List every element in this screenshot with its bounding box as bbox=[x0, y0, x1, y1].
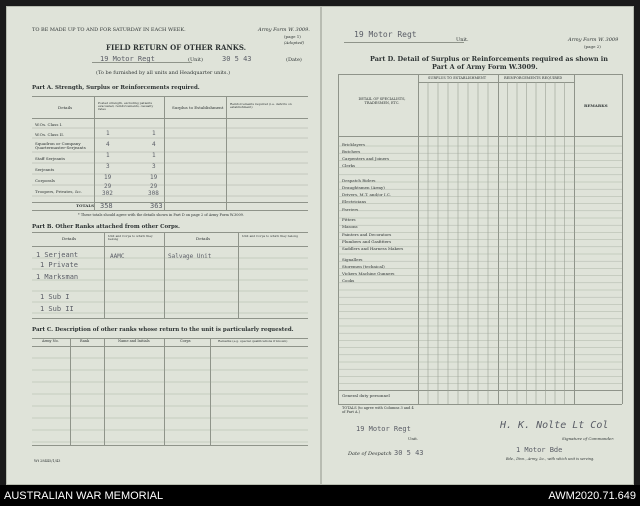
totals-value: 363 bbox=[150, 202, 163, 210]
part-a-header-reinforcements: Reinforcements required (i.e. deficits on establishment) bbox=[230, 102, 292, 109]
trade-row: Fitters bbox=[342, 217, 356, 222]
part-b-entry: 1 Sub I bbox=[40, 293, 70, 301]
bottom-unit-handwritten: 19 Motor Regt bbox=[356, 425, 411, 433]
trade-row: Signallers bbox=[342, 257, 363, 262]
formation-label: Bde., Divn., Army, &c., with which unit is serving. bbox=[506, 457, 595, 461]
part-a-header-details: Details bbox=[58, 105, 73, 110]
part-a-header-surplus: Surplus to Establishment bbox=[172, 105, 224, 110]
part-a-value-2: 29 bbox=[150, 183, 158, 190]
part-c-header: Corps bbox=[180, 339, 191, 343]
part-d-subtitle: Part A of Army Form W.3009. bbox=[432, 63, 538, 71]
part-b-corps: AAMC bbox=[110, 253, 125, 260]
unit-label: (Unit) bbox=[188, 57, 203, 63]
part-a-value-2: 4 bbox=[152, 141, 156, 148]
part-b-header: Unit and Corps to which they belong bbox=[108, 234, 153, 241]
right-unit-handwritten: 19 Motor Regt bbox=[354, 30, 417, 39]
totals-label: TOTALS bbox=[76, 203, 95, 208]
part-c-header: Army No. bbox=[42, 339, 59, 343]
formation-handwritten: 1 Motor Bde bbox=[516, 446, 563, 454]
despatch-date-handwritten: 30 5 43 bbox=[394, 449, 424, 457]
part-a-value: 4 bbox=[106, 141, 110, 148]
trade-row: Drivers, M.T. and/or I.C. bbox=[342, 192, 392, 197]
part-b-header: Details bbox=[196, 236, 211, 241]
part-d-remarks: REMARKS bbox=[584, 103, 608, 108]
part-a-value: 1 bbox=[106, 130, 110, 137]
trade-row: Saddlers and Harness Makers bbox=[342, 246, 404, 251]
totals-value: 358 bbox=[100, 202, 113, 210]
part-d-totals: TOTALS (to agree with Columns 3 and 4 of Part A.) bbox=[342, 406, 414, 414]
trade-row: Carpenters and Joiners bbox=[342, 156, 390, 161]
trade-row: Farriers bbox=[342, 207, 359, 212]
part-c-title: Part C. Description of other ranks whose return to the unit is particularly requested. bbox=[32, 327, 294, 333]
part-a-value: 19 bbox=[104, 174, 112, 181]
totals-note: * These totals should agree with the details shown in Part D on page 2 of Army Form W.3009. bbox=[78, 213, 245, 217]
page-ref: (page 1) bbox=[284, 34, 301, 39]
part-b-header: Details bbox=[62, 236, 77, 241]
trade-row: Bricklayers bbox=[342, 142, 366, 147]
part-a-row: Troopers, Privates, &c. bbox=[35, 189, 83, 194]
commander-signature: H. K. Nolte Lt Col bbox=[500, 420, 609, 431]
part-a-value-2: 1 bbox=[152, 152, 156, 159]
part-a-value: 302 bbox=[102, 190, 113, 197]
trade-row: Butchers bbox=[342, 149, 361, 154]
part-a-row: Serjeants bbox=[35, 167, 55, 172]
part-d-group-reinforcements: REINFORCEMENTS REQUIRED bbox=[504, 76, 563, 80]
trade-row: Despatch Riders bbox=[342, 178, 376, 183]
part-a-row: Squadron or Company Quartermaster-Serjeants bbox=[35, 141, 86, 150]
trade-row: Masons bbox=[342, 224, 358, 229]
part-b-corps: Salvage Unit bbox=[168, 253, 212, 260]
part-a-value-2: 3 bbox=[152, 163, 156, 170]
part-a-row: W.Os. Class II. bbox=[35, 132, 65, 137]
part-c-header: Remarks (e.g. special qualifications if known) bbox=[218, 339, 288, 343]
form-title: FIELD RETURN OF OTHER RANKS. bbox=[106, 43, 247, 52]
adopted-note: (Adopted) bbox=[284, 40, 305, 45]
part-a-header-posted: Posted strength, excluding patients evacuated, reinforcements, casualty rates bbox=[98, 101, 154, 111]
part-a-value-2: 308 bbox=[148, 190, 159, 197]
trade-row: Cooks bbox=[342, 278, 355, 283]
date-label: (Date) bbox=[286, 57, 302, 63]
part-a-value: 3 bbox=[106, 163, 110, 170]
part-c-header: Name and Initials bbox=[118, 339, 150, 343]
part-b-entry: 1 Sub II bbox=[40, 305, 74, 313]
part-a-row: Staff Serjeants bbox=[35, 156, 66, 161]
part-b-title: Part B. Other Ranks attached from other Corps. bbox=[32, 224, 180, 230]
signature-label: Signature of Commander. bbox=[562, 436, 615, 441]
part-a-value: 1 bbox=[106, 152, 110, 159]
footer-bar bbox=[0, 485, 640, 506]
part-b-entry: 1 Private bbox=[40, 261, 78, 269]
date-handwritten: 30 5 43 bbox=[222, 55, 252, 63]
part-a-row: Corporals bbox=[35, 178, 55, 183]
part-c-header: Rank bbox=[80, 339, 90, 343]
unit-handwritten: 19 Motor Regt bbox=[100, 55, 155, 63]
right-page-ref: (page 2) bbox=[584, 44, 601, 49]
part-a-title: Part A. Strength, Surplus or Reinforcements required. bbox=[32, 85, 200, 91]
trade-row: Storemen (technical) bbox=[342, 264, 385, 269]
part-d-group-surplus: SURPLUS TO ESTABLISHMENT bbox=[428, 76, 487, 80]
part-a-value-2: 19 bbox=[150, 174, 158, 181]
part-a-row: W.Os. Class I. bbox=[35, 122, 63, 127]
trade-row: Vickers Machine Gunners bbox=[342, 271, 395, 276]
footer-right: AWM2020.71.649 bbox=[548, 490, 636, 502]
trade-row: Plumbers and Gasfitters bbox=[342, 239, 392, 244]
trade-row: Clerks bbox=[342, 163, 356, 168]
bottom-unit-label: Unit. bbox=[408, 436, 419, 441]
part-a-value-2: 1 bbox=[152, 130, 156, 137]
despatch-date-label: Date of Despatch bbox=[348, 451, 392, 457]
part-b-entry: 1 Serjeant bbox=[36, 251, 79, 259]
form-code: Wt 28445/1/43 bbox=[34, 459, 61, 463]
top-note: TO BE MADE UP TO AND FOR SATURDAY IN EACH WEEK. bbox=[32, 27, 186, 33]
trade-row: Painters and Decorators bbox=[342, 232, 392, 237]
part-b-header: Unit and Corps to which they belong bbox=[242, 234, 298, 238]
right-army-form: Army Form W. 3009 bbox=[568, 37, 619, 43]
trade-row: Draughtsmen (Army) bbox=[342, 185, 385, 190]
part-d-title: Part D. Detail of Surplus or Reinforcements required as shown in bbox=[370, 55, 609, 63]
part-b-entry: 1 Marksman bbox=[36, 273, 79, 281]
footer-left: AUSTRALIAN WAR MEMORIAL bbox=[4, 490, 164, 502]
general-duty-row: General duty personnel bbox=[342, 393, 390, 398]
instruction-text: (To be furnished by all units and Headquarter units.) bbox=[96, 70, 231, 76]
army-form-label: Army Form W. 3009. bbox=[258, 27, 310, 33]
trade-row: Electricians bbox=[342, 199, 367, 204]
part-a-value: 29 bbox=[104, 183, 112, 190]
right-unit-label: Unit. bbox=[456, 37, 469, 43]
part-d-col-main: DETAIL OF SPECIALISTS, TRADESMEN, ETC. bbox=[358, 97, 406, 105]
